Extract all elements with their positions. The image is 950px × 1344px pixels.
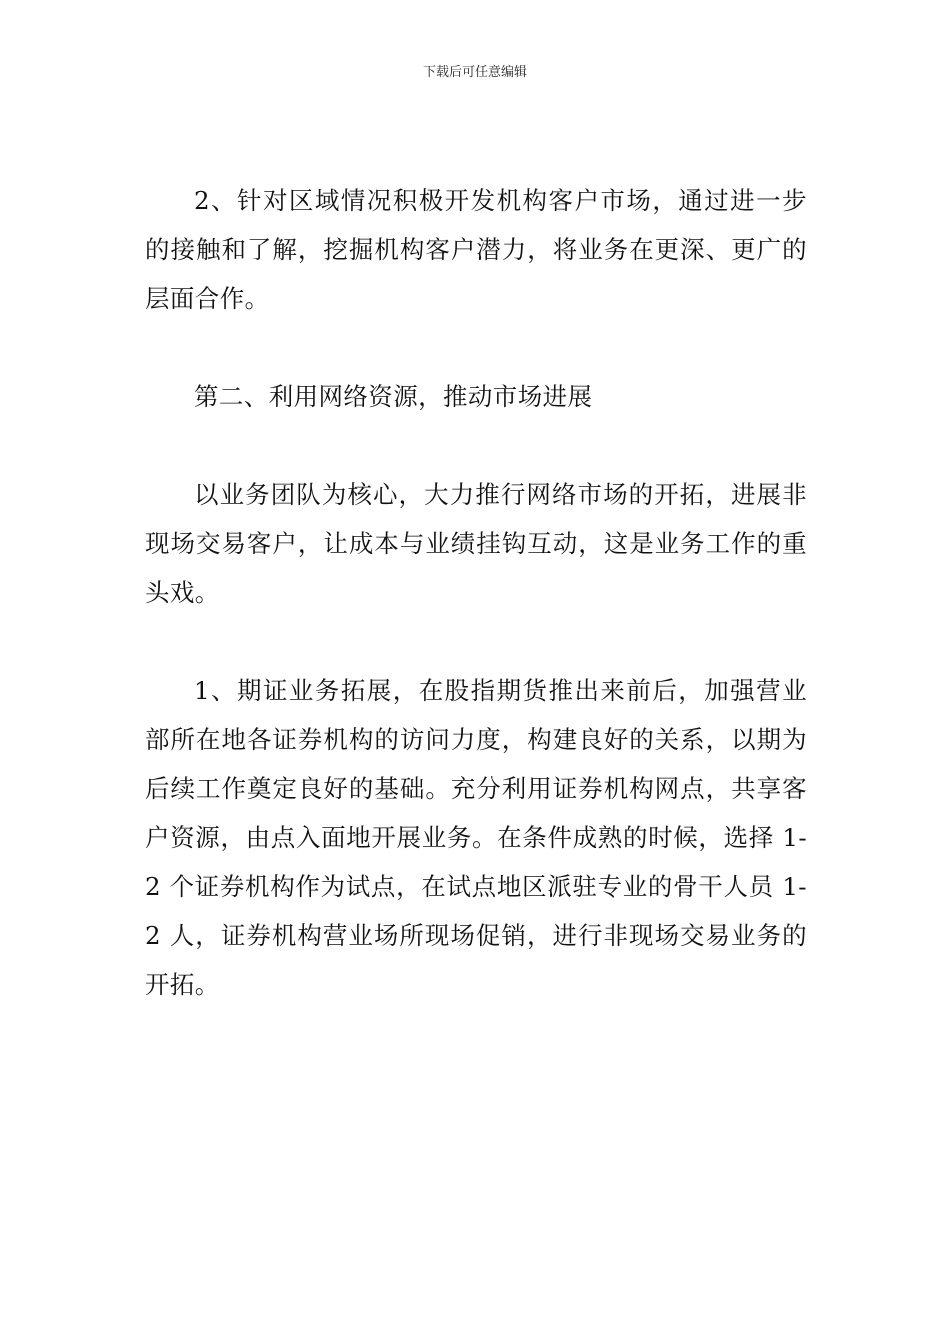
section-heading-network-resources: 第二、利用网络资源，推动市场进展	[194, 382, 593, 411]
paragraph-securities-business: 1、期证业务拓展，在股指期货推出来前后，加强营业部所在地各证券机构的访问力度，构建良好的关系，以期为后续工作奠定良好的基础。充分利用证券机构网点，共享客户资源，由点入面地开展业务。在条件成熟的时候，选择 1-2 个证券机构作为试点，在试点地区派驻专业的骨干人员 1-2 人，证券机构营业场所现场促销，进行非现场交易业务的开拓。	[145, 676, 807, 999]
paragraph-institutional-clients: 2、针对区域情况积极开发机构客户市场，通过进一步的接触和了解，挖掘机构客户潜力，将业务在更深、更广的层面合作。	[145, 186, 807, 313]
paragraph-network-market: 以业务团队为核心，大力推行网络市场的开拓，进展非现场交易客户，让成本与业绩挂钩互动，这是业务工作的重头戏。	[145, 480, 807, 607]
page-header: 下载后可任意编辑	[422, 65, 527, 80]
document-body	[145, 176, 807, 1009]
